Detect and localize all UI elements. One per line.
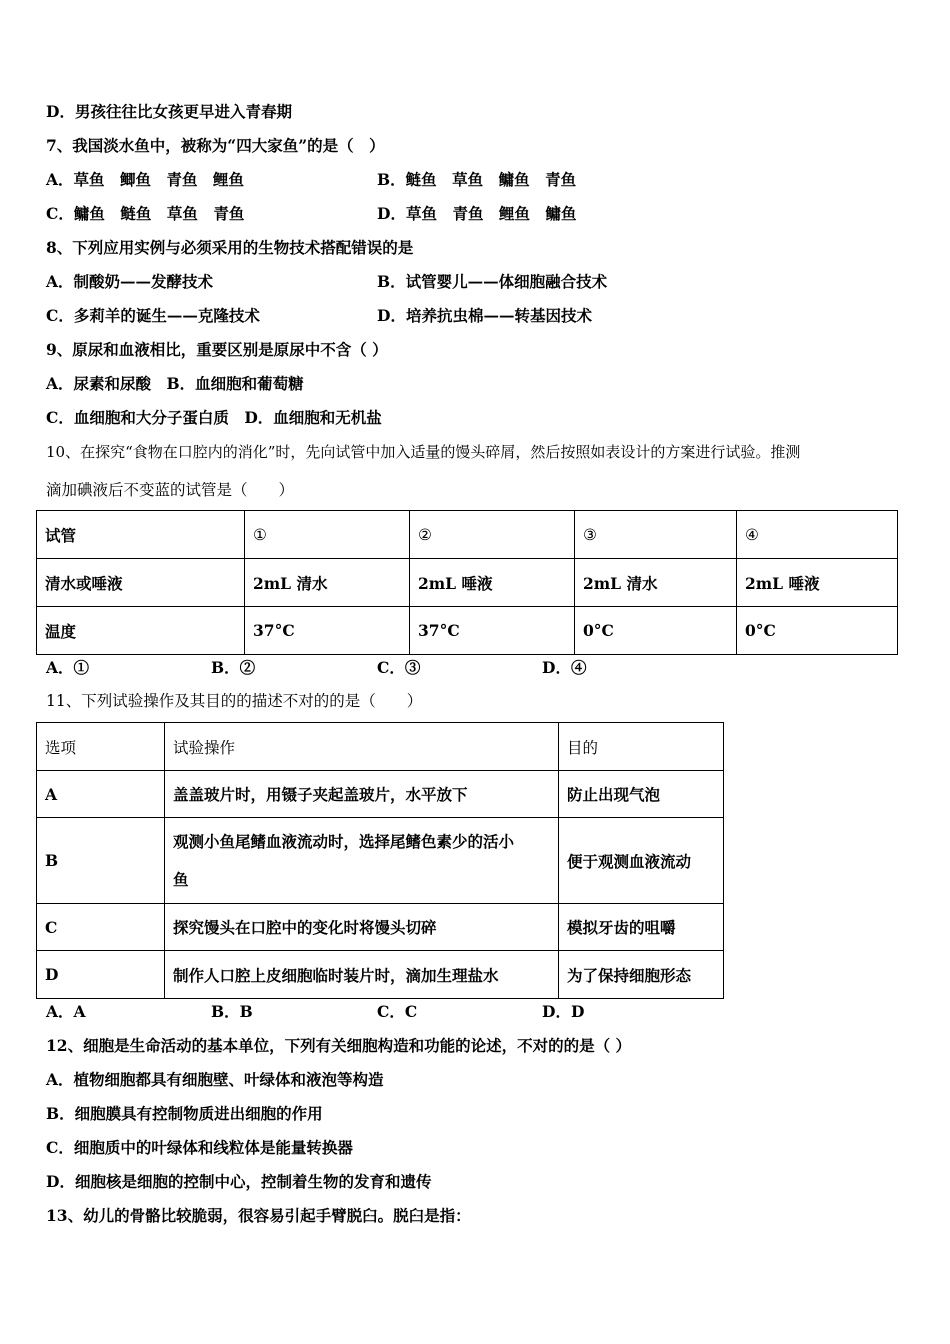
q10-option-b: B．② — [211, 658, 256, 677]
table-cell: 2mL 唾液 — [737, 559, 898, 607]
table-cell: 37°C — [410, 607, 575, 655]
q11-option-c: C．C — [377, 1002, 418, 1021]
q7-stem: 7、我国淡水鱼中，被称为“四大家鱼”的是（ ） — [46, 136, 385, 155]
table-cell: 探究馒头在口腔中的变化时将馒头切碎 — [165, 904, 559, 951]
q8-option-c: C．多莉羊的诞生——克隆技术 — [46, 306, 260, 325]
q9-options-cd: C．血细胞和大分子蛋白质 D．血细胞和无机盐 — [46, 408, 382, 427]
table-cell: ④ — [737, 511, 898, 559]
q8-option-b: B．试管婴儿——体细胞融合技术 — [377, 272, 608, 291]
q12-stem: 12、细胞是生命活动的基本单位，下列有关细胞构造和功能的论述，不对的的是（ ） — [46, 1036, 631, 1055]
cell-line: 鱼 — [173, 869, 189, 889]
q12-option-c: C．细胞质中的叶绿体和线粒体是能量转换器 — [46, 1138, 353, 1157]
q7-option-c: C．鳙鱼 鲢鱼 草鱼 青鱼 — [46, 204, 245, 223]
q10-table — [36, 510, 898, 655]
q12-option-a: A．植物细胞都具有细胞壁、叶绿体和液泡等构造 — [46, 1070, 384, 1089]
table-cell: 盖盖玻片时，用镊子夹起盖玻片，水平放下 — [165, 771, 559, 818]
q12-option-d: D．细胞核是细胞的控制中心，控制着生物的发育和遗传 — [46, 1172, 432, 1191]
table-cell: ② — [410, 511, 575, 559]
q6-option-d: D．男孩往往比女孩更早进入青春期 — [46, 102, 292, 121]
table-cell: 2mL 清水 — [575, 559, 737, 607]
q11-option-a: A．A — [46, 1002, 86, 1021]
q13-stem: 13、幼儿的骨骼比较脆弱，很容易引起手臂脱臼。脱臼是指： — [46, 1206, 471, 1225]
table-cell: 0°C — [737, 607, 898, 655]
q10-stem-line1: 10、在探究“食物在口腔内的消化”时，先向试管中加入适量的馒头碎屑，然后按照如表设计的方案进行试验。推测 — [46, 443, 801, 461]
table-row — [37, 771, 724, 818]
table-row — [37, 951, 724, 999]
table-cell: 模拟牙齿的咀嚼 — [559, 904, 724, 951]
q10-option-c: C．③ — [377, 658, 421, 677]
q7-option-a: A．草鱼 鲫鱼 青鱼 鲤鱼 — [46, 170, 245, 189]
table-cell: 清水或唾液 — [37, 559, 245, 607]
q9-stem: 9、原尿和血液相比，重要区别是原尿中不含（ ） — [46, 340, 388, 359]
q11-option-d: D．D — [542, 1002, 585, 1021]
q10-stem-line2: 滴加碘液后不变蓝的试管是（ ） — [46, 481, 295, 499]
table-cell: 便于观测血液流动 — [559, 818, 724, 904]
table-cell: 2mL 唾液 — [410, 559, 575, 607]
q7-option-d: D．草鱼 青鱼 鲤鱼 鳙鱼 — [377, 204, 577, 223]
table-cell: 试管 — [37, 511, 245, 559]
table-row — [37, 559, 898, 607]
table-row — [37, 607, 898, 655]
table-cell: B — [37, 818, 165, 904]
table-cell: 选项 — [37, 723, 165, 771]
q11-table — [36, 722, 724, 999]
cell-line: 观测小鱼尾鳍血液流动时，选择尾鳍色素少的活小 — [173, 831, 515, 851]
table-cell: ① — [245, 511, 410, 559]
table-row — [37, 818, 724, 904]
table-cell: 为了保持细胞形态 — [559, 951, 724, 999]
q8-option-a: A．制酸奶——发酵技术 — [46, 272, 214, 291]
q11-option-b: B．B — [211, 1002, 253, 1021]
q9-options-ab: A．尿素和尿酸 B．血细胞和葡萄糖 — [46, 374, 304, 393]
table-row — [37, 511, 898, 559]
table-cell: 2mL 清水 — [245, 559, 410, 607]
table-cell: 37°C — [245, 607, 410, 655]
table-cell: 目的 — [559, 723, 724, 771]
table-row — [37, 904, 724, 951]
q11-stem: 11、下列试验操作及其目的的描述不对的的是（ ） — [46, 692, 423, 710]
table-cell: 试验操作 — [165, 723, 559, 771]
table-cell — [165, 818, 559, 904]
table-cell: ③ — [575, 511, 737, 559]
q8-stem: 8、下列应用实例与必须采用的生物技术搭配错误的是 — [46, 238, 414, 257]
table-cell: A — [37, 771, 165, 818]
q7-option-b: B．鲢鱼 草鱼 鳙鱼 青鱼 — [377, 170, 577, 189]
table-cell: C — [37, 904, 165, 951]
table-cell: D — [37, 951, 165, 999]
table-cell: 防止出现气泡 — [559, 771, 724, 818]
q12-option-b: B．细胞膜具有控制物质进出细胞的作用 — [46, 1104, 323, 1123]
q10-option-a: A．① — [46, 658, 90, 677]
q8-option-d: D．培养抗虫棉——转基因技术 — [377, 306, 592, 325]
table-row — [37, 723, 724, 771]
table-cell: 温度 — [37, 607, 245, 655]
q10-option-d: D．④ — [542, 658, 587, 677]
table-cell: 制作人口腔上皮细胞临时装片时，滴加生理盐水 — [165, 951, 559, 999]
table-cell: 0°C — [575, 607, 737, 655]
